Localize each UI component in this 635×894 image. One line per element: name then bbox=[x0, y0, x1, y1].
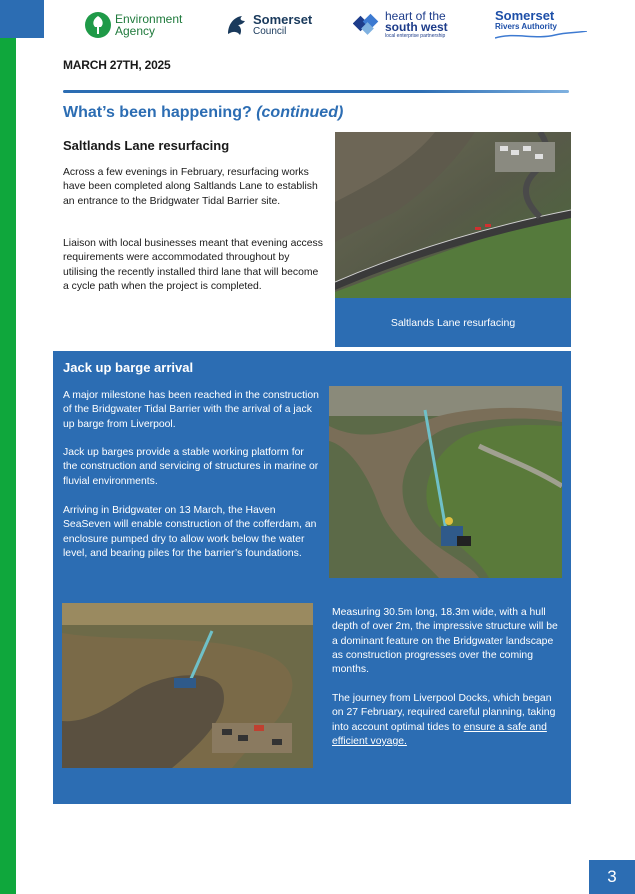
saltlands-paragraph-2: Liaison with local businesses meant that evening access requirements were accommodated throughout by utilising the recently installed third lane that will become a cycle path when the project is completed. bbox=[63, 238, 323, 292]
somerset-rivers-authority-logo bbox=[495, 6, 587, 44]
ea-tree-icon bbox=[84, 11, 112, 39]
hsw-squares-icon bbox=[353, 12, 383, 38]
heart-of-south-west-logo bbox=[353, 6, 448, 44]
side-bar-accent bbox=[0, 38, 16, 894]
jackup-paragraph-3: Arriving in Bridgwater on 13 March, the Haven SeaSeven will enable construction of the cofferdam, an enclosure pumped dry to allow work below the water level, and bearing piles for the barrier’s foundations. bbox=[63, 505, 317, 559]
somerset-council-logo bbox=[224, 6, 312, 44]
river-barge-aerial-photo bbox=[329, 386, 562, 578]
wyvern-icon bbox=[224, 12, 250, 38]
saltlands-heading: Saltlands Lane resurfacing bbox=[63, 138, 230, 153]
ea-line1: Environment bbox=[115, 12, 183, 26]
sc-line1: Somerset bbox=[253, 11, 313, 27]
page-number: 3 bbox=[589, 860, 635, 894]
site-aerial-photo bbox=[62, 603, 313, 768]
saltlands-photo-caption: Saltlands Lane resurfacing bbox=[335, 298, 571, 347]
saltlands-aerial-photo bbox=[335, 132, 571, 298]
jackup-paragraph-5 bbox=[332, 692, 564, 749]
section-title bbox=[63, 104, 343, 122]
section-title-main: What’s been happening? bbox=[63, 104, 252, 121]
jackup-paragraph-2: Jack up barges provide a stable working platform for the construction and servicing of structures in marine or fluvial environments. bbox=[63, 447, 319, 487]
sra-line1: Somerset bbox=[495, 7, 555, 23]
sc-line2: Council bbox=[253, 25, 287, 37]
jackup-paragraph-1: A major milestone has been reached in the construction of the Bridgwater Tidal Barrier with the arrival of a jack up barge from Liverpool. bbox=[63, 390, 319, 430]
corner-accent bbox=[0, 0, 44, 38]
jackup-paragraph-5-text: The journey from Liverpool Docks, which began on 27 February, required careful planning, taking into account optimal tides to bbox=[332, 693, 556, 733]
hsw-line2: south west bbox=[385, 20, 448, 34]
partner-logos bbox=[80, 6, 600, 44]
issue-date: MARCH 27TH, 2025 bbox=[63, 58, 171, 72]
ea-line2: Agency bbox=[115, 24, 156, 38]
sra-line2: Rivers Authority bbox=[495, 21, 557, 31]
header-divider bbox=[63, 90, 569, 93]
saltlands-paragraph-1: Across a few evenings in February, resurfacing works have been completed along Saltlands Lane to establish an entrance to the Bridgwater Tidal Barrier site. bbox=[63, 167, 318, 207]
jackup-paragraph-4: Measuring 30.5m long, 18.3m wide, with a hull depth of over 2m, the impressive structure will be a dominant feature on the Bridgwater landscape as construction progresses over the coming months. bbox=[332, 607, 558, 676]
voyage-link[interactable]: ensure a safe and efficient voyage. bbox=[332, 721, 547, 747]
hsw-line1: heart of the bbox=[385, 9, 446, 23]
environment-agency-logo bbox=[84, 6, 182, 44]
sra-wave-icon bbox=[495, 31, 587, 41]
jackup-heading: Jack up barge arrival bbox=[63, 360, 194, 375]
section-title-suffix: (continued) bbox=[256, 104, 344, 121]
hsw-line3: local enterprise partnership bbox=[385, 33, 446, 39]
